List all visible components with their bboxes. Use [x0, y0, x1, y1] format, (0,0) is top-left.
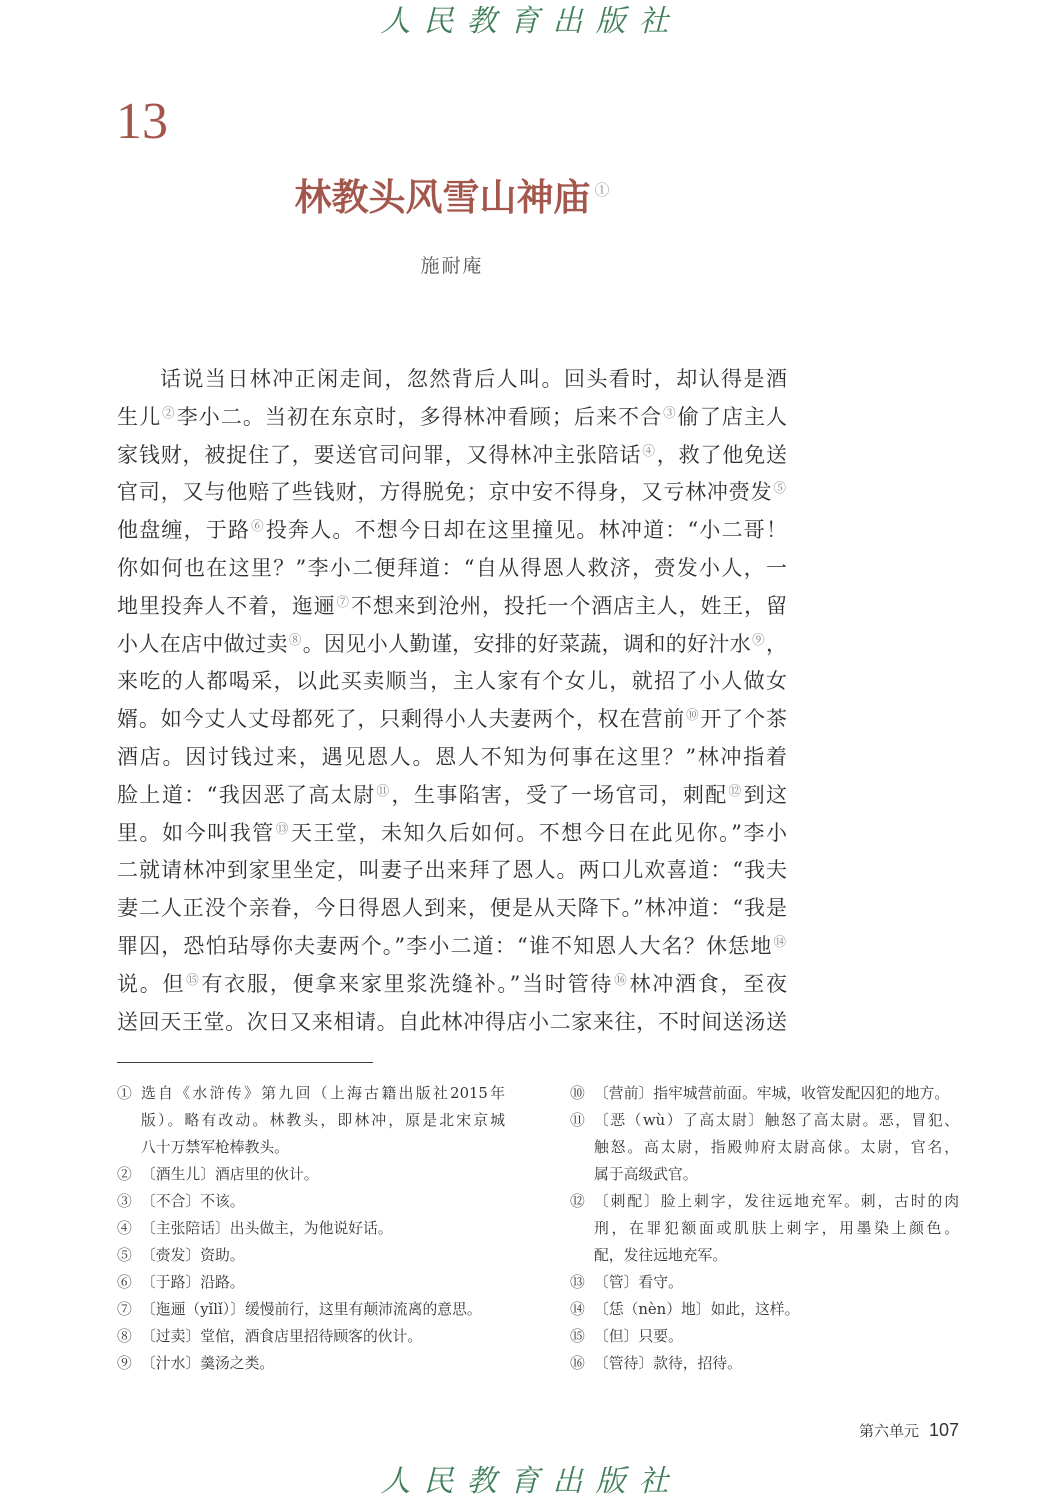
footnote-text-line: 〔不合〕不该。	[141, 1192, 245, 1210]
body-text-segment: 地里投奔人不着，迤逦	[117, 593, 336, 618]
body-text-segment: 小人在店中做过卖	[117, 631, 288, 656]
body-text-segment: 送回天王堂。次日又来相请。自此林冲得店小二家来往，不时间送汤送	[117, 1009, 787, 1034]
footnote	[570, 1323, 959, 1350]
footnote-text-line: 〔赍发〕资助。	[141, 1246, 245, 1264]
publisher-logo-bottom: 人民教育出版社	[380, 1464, 682, 1499]
body-text-segment: 到这	[743, 782, 787, 807]
publisher-logo-top: 人民教育出版社	[380, 4, 682, 39]
body-line	[117, 890, 787, 928]
body-text-segment: 天王堂，未知久后如何。不想今日在此见你。”李小	[290, 820, 787, 845]
body-text-segment: 官司，又与他赔了些钱财，方得脱免；京中安不得身，又亏林冲赍发	[117, 480, 773, 505]
body-line	[117, 474, 787, 512]
footnote-number: ⑪	[570, 1111, 585, 1129]
body-line	[117, 928, 787, 966]
footnote-text	[594, 1323, 959, 1350]
footnote-text-line: 刑，在罪犯额面或肌肤上刺字，用墨染上颜色。	[594, 1219, 959, 1237]
footnote-text	[141, 1161, 505, 1188]
footnote	[570, 1080, 959, 1107]
footnote-ref: ⑮	[186, 971, 201, 987]
footnote	[117, 1242, 505, 1269]
body-text-segment: 里。如今叫我管	[117, 820, 275, 845]
body-text-segment: 家钱财，被捉住了，要送官司问罪，又得林冲主张陪话	[117, 442, 642, 467]
body-text-segment: ，救了他免送	[656, 442, 787, 467]
footnote-ref: ⑤	[773, 480, 786, 496]
body-line	[117, 512, 787, 550]
body-text	[117, 361, 787, 1041]
footnote	[570, 1350, 959, 1377]
footnote-text-line: 〔管〕看守。	[594, 1273, 683, 1291]
footnote-divider	[117, 1062, 373, 1063]
body-text-segment: 林冲酒食，至夜	[629, 971, 787, 996]
footnote-ref: ⑩	[686, 707, 700, 723]
body-text-segment: ，	[766, 631, 787, 656]
footnote-number: ⑤	[117, 1246, 132, 1264]
footnote-ref: ⑪	[376, 782, 391, 798]
footnote-text	[141, 1215, 505, 1242]
body-line	[117, 815, 787, 853]
body-line	[117, 588, 787, 626]
body-text-segment: 话说当日林冲正闲走间，忽然背后人叫。回头看时，却认得是酒	[160, 367, 787, 391]
footnote-number: ⑯	[570, 1354, 585, 1372]
footnote-text-line: 〔酒生儿〕酒店里的伙计。	[141, 1165, 319, 1183]
footnote-text-line: 属于高级武官。	[594, 1165, 698, 1183]
footnote-number: ⑬	[570, 1273, 585, 1291]
lesson-number: 13	[116, 93, 168, 150]
footnote	[570, 1296, 959, 1323]
body-text-segment: 婿。如今丈人丈母都死了，只剩得小人夫妻两个，权在营前	[117, 707, 686, 732]
footnote-text-line: 〔营前〕指牢城营前面。牢城，收管发配囚犯的地方。	[594, 1084, 950, 1102]
footnote-text	[594, 1107, 959, 1188]
footnote-ref: ⑨	[752, 631, 765, 647]
footnote-text-line: 选自《水浒传》第九回（上海古籍出版社2015年	[141, 1084, 505, 1102]
footnote-text	[141, 1323, 505, 1350]
body-line	[117, 852, 787, 890]
footnote-text-line: 〔刺配〕脸上刺字，发往远地充军。刺，古时的肉	[594, 1192, 959, 1210]
footnote-number: ⑦	[117, 1300, 132, 1318]
body-text-segment: 有衣服，便拿来家里浆洗缝补。”当时管待	[201, 971, 614, 996]
footnote-ref: ⑯	[614, 971, 629, 987]
body-line	[117, 626, 787, 664]
footnote	[117, 1080, 505, 1161]
body-text-segment: 妻二人正没个亲眷，今日得恩人到来，便是从天降下。”林冲道：“我是	[117, 896, 787, 921]
footnote	[117, 1161, 505, 1188]
footnote-text-line: 〔汁水〕羹汤之类。	[141, 1354, 275, 1372]
footnote-number: ②	[117, 1165, 132, 1183]
footnote-ref: ⑥	[251, 518, 265, 534]
footnote	[570, 1107, 959, 1188]
body-text-segment: 你如何也在这里？”李小二便拜道：“自从得恩人救济，赍发小人，一	[117, 555, 787, 580]
footnote	[117, 1188, 505, 1215]
footnotes-left-column	[117, 1080, 505, 1377]
footnote-text-line: 〔但〕只要。	[594, 1327, 683, 1345]
lesson-title-text: 林教头风雪山神庙	[294, 175, 591, 219]
footnote-text-line: 〔恶（wù）了高太尉〕触怒了高太尉。恶，冒犯、	[594, 1111, 959, 1129]
footnotes-right-column	[570, 1080, 959, 1377]
footnote-number: ⑭	[570, 1300, 585, 1318]
body-text-segment: 李小二。当初在东京时，多得林冲看顾；后来不合	[176, 404, 663, 429]
body-text-segment: 。因见小人勤谨，安排的好菜蔬，调和的好汁水	[302, 631, 752, 656]
body-line	[117, 701, 787, 739]
footnote-ref: ⑧	[288, 631, 302, 647]
body-text-segment: 二就请林冲到家里坐定，叫妻子出来拜了恩人。两口儿欢喜道：“我夫	[117, 858, 787, 883]
body-text-segment: 投奔人。不想今日却在这里撞见。林冲道：“小二哥！	[265, 518, 787, 543]
body-text-segment: 来吃的人都喝采，以此买卖顺当，主人家有个女儿，就招了小人做女	[117, 669, 787, 694]
footnote-text	[594, 1188, 959, 1269]
footnote-number: ④	[117, 1219, 132, 1237]
body-line	[117, 1004, 787, 1042]
footnote-ref: ⑬	[275, 820, 290, 836]
title-footnote-ref: ①	[594, 181, 610, 199]
footnote	[117, 1269, 505, 1296]
footnote-text-line: 〔主张陪话〕出头做主，为他说好话。	[141, 1219, 393, 1237]
footnote-ref: ⑦	[336, 593, 350, 609]
footnote-text-line: 八十万禁军枪棒教头。	[141, 1138, 289, 1156]
footnote-text	[141, 1242, 505, 1269]
footnote-number: ⑩	[570, 1084, 585, 1102]
footnote-text	[141, 1269, 505, 1296]
footnote-text-line: 〔于路〕沿路。	[141, 1273, 245, 1291]
footnote-text	[141, 1350, 505, 1377]
footnote	[117, 1296, 505, 1323]
body-line	[117, 437, 787, 475]
body-text-segment: 不想来到沧州，投托一个酒店主人，姓王，留	[350, 593, 787, 618]
footnote-ref: ⑭	[773, 933, 786, 949]
footnote-text	[141, 1296, 505, 1323]
footnote-text-line: 触怒。高太尉，指殿帅府太尉高俅。太尉，官名，	[594, 1138, 959, 1156]
footnote-text	[594, 1080, 959, 1107]
body-text-segment: 罪囚，恐怕玷辱你夫妻两个。”李小二道：“谁不知恩人大名？休恁地	[117, 933, 773, 958]
footnote-text	[141, 1080, 505, 1161]
footnote-ref: ⑫	[728, 782, 743, 798]
footnote-text	[594, 1350, 959, 1377]
body-line	[117, 399, 787, 437]
body-text-segment: 生儿	[117, 404, 162, 429]
footnote-text-line: 〔恁（nèn）地〕如此，这样。	[594, 1300, 800, 1318]
body-line	[117, 361, 787, 399]
footnote-number: ⑧	[117, 1327, 132, 1345]
footnote-number: ⑥	[117, 1273, 132, 1291]
footnote	[117, 1350, 505, 1377]
footnote-number: ⑮	[570, 1327, 585, 1345]
footnote-text-line: 版）。略有改动。林教头，即林冲，原是北宋京城	[141, 1111, 505, 1129]
body-text-segment: 说。但	[117, 971, 186, 996]
body-line	[117, 739, 787, 777]
footnote-text-line: 配，发往远地充军。	[594, 1246, 728, 1264]
footnote-text	[594, 1296, 959, 1323]
footnote-text-line: 〔管待〕款待，招待。	[594, 1354, 742, 1372]
body-line	[117, 966, 787, 1004]
footnote-number: ⑫	[570, 1192, 585, 1210]
footnote-ref: ④	[642, 442, 656, 458]
footnote-ref: ②	[162, 404, 176, 420]
lesson-title	[117, 176, 787, 218]
body-line	[117, 550, 787, 588]
footnote	[570, 1269, 959, 1296]
footnote-number: ⑨	[117, 1354, 132, 1372]
footnote-number: ③	[117, 1192, 132, 1210]
footnote-text	[594, 1269, 959, 1296]
footnote-text-line: 〔过卖〕堂倌，酒食店里招待顾客的伙计。	[141, 1327, 423, 1345]
footnote-ref: ③	[663, 404, 677, 420]
body-text-segment: ，生事陷害，受了一场官司，刺配	[391, 782, 728, 807]
body-line	[117, 663, 787, 701]
body-text-segment: 偷了店主人	[677, 404, 787, 429]
page-number: 107	[928, 1420, 959, 1440]
footnote	[570, 1188, 959, 1269]
body-text-segment: 脸上道：“我因恶了高太尉	[117, 782, 376, 807]
author: 施耐庵	[420, 255, 484, 277]
body-line	[117, 777, 787, 815]
footnote	[117, 1215, 505, 1242]
footnote-text-line: 〔迤逦（yǐlǐ）〕缓慢前行，这里有颠沛流离的意思。	[141, 1300, 482, 1318]
unit-label: 第六单元	[858, 1422, 919, 1440]
footnote-text	[141, 1188, 505, 1215]
body-text-segment: 酒店。因讨钱过来，遇见恩人。恩人不知为何事在这里？”林冲指着	[117, 744, 787, 769]
footnote	[117, 1323, 505, 1350]
body-text-segment: 他盘缠，于路	[117, 518, 251, 543]
footnote-number: ①	[117, 1084, 132, 1102]
page-footer	[859, 1418, 959, 1443]
body-text-segment: 开了个茶	[700, 707, 787, 732]
